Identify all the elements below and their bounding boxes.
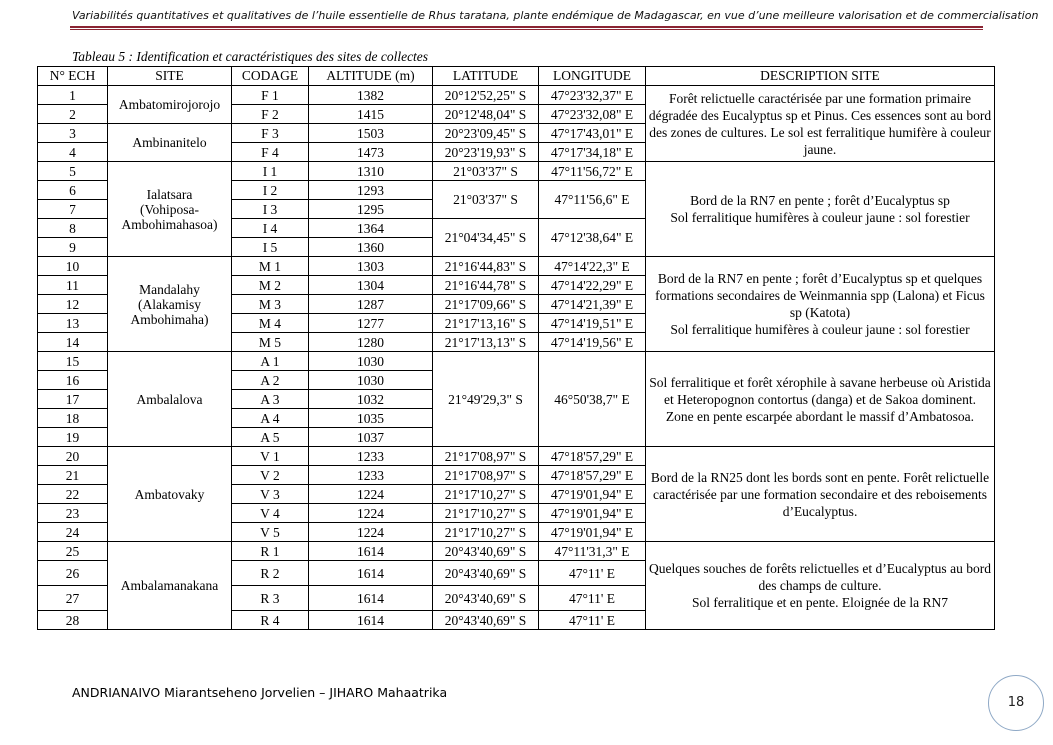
altitude: 1303 — [309, 257, 433, 276]
latitude: 20°12'52,25" S — [433, 86, 539, 105]
longitude: 47°14'21,39" E — [539, 295, 646, 314]
longitude: 47°14'19,51" E — [539, 314, 646, 333]
code: R 2 — [232, 561, 309, 586]
code: R 4 — [232, 611, 309, 630]
longitude: 47°17'43,01" E — [539, 124, 646, 143]
code: A 3 — [232, 390, 309, 409]
altitude: 1614 — [309, 561, 433, 586]
code: V 2 — [232, 466, 309, 485]
table-row — [38, 542, 995, 561]
sample-number: 2 — [38, 105, 108, 124]
latitude: 20°23'19,93" S — [433, 143, 539, 162]
sample-number: 11 — [38, 276, 108, 295]
altitude: 1224 — [309, 485, 433, 504]
latitude: 21°03'37" S — [433, 162, 539, 181]
site-description: Forêt relictuelle caractérisée par une formation primaire dégradée des Eucalyptus sp et Pinus. Ces essences sont au bord des zones de cultures. Le sol est ferralitique humifère à couleur jaune. — [646, 86, 995, 162]
sample-number: 21 — [38, 466, 108, 485]
sample-number: 1 — [38, 86, 108, 105]
code: I 4 — [232, 219, 309, 238]
running-header: Variabilités quantitatives et qualitatives de l’huile essentielle de Rhus taratana, plante endémique de Madagascar, en vue d’une meilleure valorisation et de commercialisation — [72, 9, 1039, 22]
code: I 2 — [232, 181, 309, 200]
latitude: 21°17'10,27" S — [433, 485, 539, 504]
altitude: 1614 — [309, 586, 433, 611]
table-row — [38, 86, 995, 105]
code: V 1 — [232, 447, 309, 466]
code: F 2 — [232, 105, 309, 124]
sites-table — [37, 66, 995, 630]
sample-number: 6 — [38, 181, 108, 200]
table-header-row — [38, 67, 995, 86]
code: M 5 — [232, 333, 309, 352]
altitude: 1360 — [309, 238, 433, 257]
code: M 4 — [232, 314, 309, 333]
altitude: 1503 — [309, 124, 433, 143]
site-description: Bord de la RN25 dont les bords sont en pente. Forêt relictuelle caractérisée par une formation secondaire et des reboisements d’Eucalyptus. — [646, 447, 995, 542]
sample-number: 8 — [38, 219, 108, 238]
longitude: 47°18'57,29" E — [539, 466, 646, 485]
latitude: 21°16'44,78" S — [433, 276, 539, 295]
longitude: 46°50'38,7" E — [539, 352, 646, 447]
table-caption: Tableau 5 : Identification et caractéristiques des sites de collectes — [72, 49, 429, 64]
altitude: 1035 — [309, 409, 433, 428]
code: R 3 — [232, 586, 309, 611]
latitude: 21°17'10,27" S — [433, 523, 539, 542]
col-header: DESCRIPTION SITE — [646, 67, 995, 86]
altitude: 1304 — [309, 276, 433, 295]
code: R 1 — [232, 542, 309, 561]
site-description: Bord de la RN7 en pente ; forêt d’Eucalyptus sp et quelques formations secondaires de Weinmannia spp (Lalona) et Ficus sp (Katota) Sol ferralitique humifères à couleur jaune : sol forestier — [646, 257, 995, 352]
latitude: 20°43'40,69" S — [433, 561, 539, 586]
page-number: 18 — [988, 675, 1044, 731]
code: F 4 — [232, 143, 309, 162]
longitude: 47°14'22,29" E — [539, 276, 646, 295]
altitude: 1030 — [309, 352, 433, 371]
altitude: 1382 — [309, 86, 433, 105]
code: M 3 — [232, 295, 309, 314]
altitude: 1032 — [309, 390, 433, 409]
latitude: 21°17'13,16" S — [433, 314, 539, 333]
altitude: 1295 — [309, 200, 433, 219]
altitude: 1310 — [309, 162, 433, 181]
code: V 3 — [232, 485, 309, 504]
altitude: 1224 — [309, 504, 433, 523]
sample-number: 17 — [38, 390, 108, 409]
code: A 5 — [232, 428, 309, 447]
sample-number: 25 — [38, 542, 108, 561]
table-row — [38, 257, 995, 276]
sample-number: 18 — [38, 409, 108, 428]
code: I 3 — [232, 200, 309, 219]
sample-number: 23 — [38, 504, 108, 523]
sample-number: 26 — [38, 561, 108, 586]
table-row — [38, 162, 995, 181]
code: F 3 — [232, 124, 309, 143]
code: A 2 — [232, 371, 309, 390]
table-row — [38, 352, 995, 371]
altitude: 1030 — [309, 371, 433, 390]
altitude: 1037 — [309, 428, 433, 447]
sample-number: 16 — [38, 371, 108, 390]
altitude: 1473 — [309, 143, 433, 162]
altitude: 1415 — [309, 105, 433, 124]
sample-number: 15 — [38, 352, 108, 371]
latitude: 20°12'48,04" S — [433, 105, 539, 124]
altitude: 1224 — [309, 523, 433, 542]
col-header: CODAGE — [232, 67, 309, 86]
latitude: 21°49'29,3" S — [433, 352, 539, 447]
code: F 1 — [232, 86, 309, 105]
altitude: 1280 — [309, 333, 433, 352]
sample-number: 14 — [38, 333, 108, 352]
longitude: 47°11' E — [539, 561, 646, 586]
longitude: 47°11'31,3" E — [539, 542, 646, 561]
longitude: 47°23'32,08" E — [539, 105, 646, 124]
latitude: 21°16'44,83" S — [433, 257, 539, 276]
sample-number: 7 — [38, 200, 108, 219]
site-name: Ambatovaky — [108, 447, 232, 542]
col-header: LONGITUDE — [539, 67, 646, 86]
altitude: 1293 — [309, 181, 433, 200]
site-name: Mandalahy (Alakamisy Ambohimaha) — [108, 257, 232, 352]
longitude: 47°11' E — [539, 611, 646, 630]
latitude: 21°17'10,27" S — [433, 504, 539, 523]
altitude: 1614 — [309, 611, 433, 630]
longitude: 47°11' E — [539, 586, 646, 611]
longitude: 47°12'38,64" E — [539, 219, 646, 257]
col-header: LATITUDE — [433, 67, 539, 86]
col-header: N° ECH — [38, 67, 108, 86]
latitude: 21°04'34,45" S — [433, 219, 539, 257]
latitude: 20°43'40,69" S — [433, 611, 539, 630]
altitude: 1287 — [309, 295, 433, 314]
latitude: 21°17'09,66" S — [433, 295, 539, 314]
longitude: 47°17'34,18" E — [539, 143, 646, 162]
longitude: 47°19'01,94" E — [539, 485, 646, 504]
sample-number: 13 — [38, 314, 108, 333]
sample-number: 22 — [38, 485, 108, 504]
latitude: 21°17'13,13" S — [433, 333, 539, 352]
site-name: Ambatomirojorojo — [108, 86, 232, 124]
footer-authors: ANDRIANAIVO Miarantseheno Jorvelien – JIHARO Mahaatrika — [72, 685, 448, 700]
code: M 2 — [232, 276, 309, 295]
sample-number: 19 — [38, 428, 108, 447]
sample-number: 10 — [38, 257, 108, 276]
latitude: 20°43'40,69" S — [433, 542, 539, 561]
sample-number: 12 — [38, 295, 108, 314]
site-description: Quelques souches de forêts relictuelles et d’Eucalyptus au bord des champs de culture. Sol ferralitique et en pente. Eloignée de la RN7 — [646, 542, 995, 630]
altitude: 1364 — [309, 219, 433, 238]
sample-number: 4 — [38, 143, 108, 162]
site-name: Ambinanitelo — [108, 124, 232, 162]
latitude: 21°03'37" S — [433, 181, 539, 219]
altitude: 1277 — [309, 314, 433, 333]
header-rule — [70, 26, 983, 28]
code: V 5 — [232, 523, 309, 542]
code: I 5 — [232, 238, 309, 257]
latitude: 20°43'40,69" S — [433, 586, 539, 611]
longitude: 47°18'57,29" E — [539, 447, 646, 466]
longitude: 47°23'32,37" E — [539, 86, 646, 105]
site-name: Ambalalova — [108, 352, 232, 447]
site-name: Ialatsara (Vohiposa- Ambohimahasoa) — [108, 162, 232, 257]
altitude: 1614 — [309, 542, 433, 561]
latitude: 20°23'09,45" S — [433, 124, 539, 143]
altitude: 1233 — [309, 466, 433, 485]
sample-number: 27 — [38, 586, 108, 611]
site-name: Ambalamanakana — [108, 542, 232, 630]
sample-number: 20 — [38, 447, 108, 466]
col-header: ALTITUDE (m) — [309, 67, 433, 86]
longitude: 47°19'01,94" E — [539, 523, 646, 542]
latitude: 21°17'08,97" S — [433, 447, 539, 466]
sample-number: 3 — [38, 124, 108, 143]
longitude: 47°14'22,3" E — [539, 257, 646, 276]
altitude: 1233 — [309, 447, 433, 466]
code: V 4 — [232, 504, 309, 523]
sample-number: 5 — [38, 162, 108, 181]
col-header: SITE — [108, 67, 232, 86]
sample-number: 28 — [38, 611, 108, 630]
latitude: 21°17'08,97" S — [433, 466, 539, 485]
header-rule-thin — [70, 29, 983, 30]
code: M 1 — [232, 257, 309, 276]
site-description: Sol ferralitique et forêt xérophile à savane herbeuse où Aristida et Heteropognon contortus (danga) et de Sakoa dominent. Zone en pente escarpée abordant le massif d’Ambatosoa. — [646, 352, 995, 447]
longitude: 47°11'56,72" E — [539, 162, 646, 181]
table-row — [38, 447, 995, 466]
code: A 4 — [232, 409, 309, 428]
longitude: 47°11'56,6" E — [539, 181, 646, 219]
longitude: 47°19'01,94" E — [539, 504, 646, 523]
longitude: 47°14'19,56" E — [539, 333, 646, 352]
sample-number: 9 — [38, 238, 108, 257]
site-description: Bord de la RN7 en pente ; forêt d’Eucalyptus sp Sol ferralitique humifères à couleur jaune : sol forestier — [646, 162, 995, 257]
code: I 1 — [232, 162, 309, 181]
sample-number: 24 — [38, 523, 108, 542]
code: A 1 — [232, 352, 309, 371]
